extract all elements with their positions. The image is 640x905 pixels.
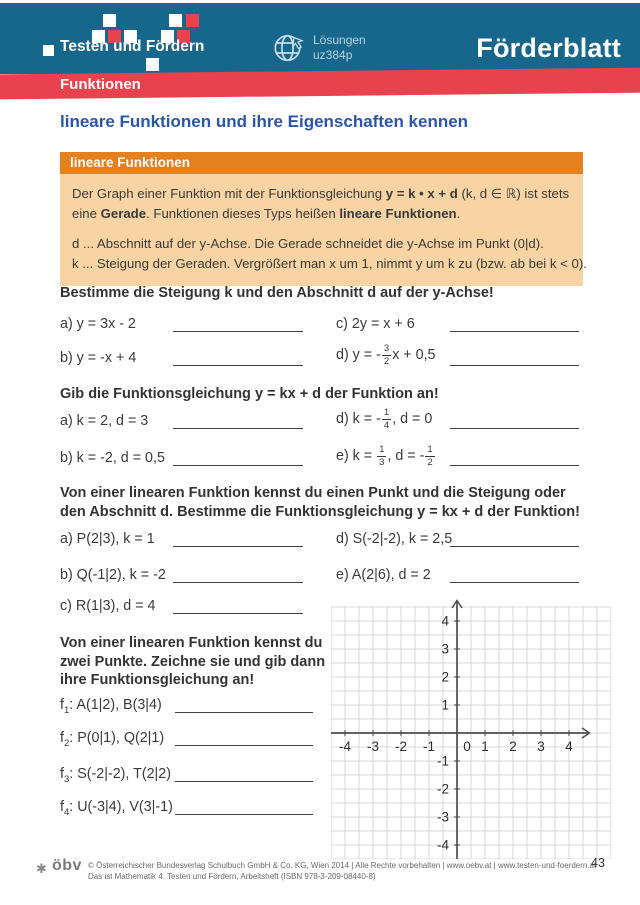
logo-square	[146, 58, 159, 71]
svg-text:3: 3	[537, 739, 545, 754]
ex2-item-b: b) k = -2, d = 0,5	[60, 450, 165, 466]
ex1-answer-blank-a	[173, 331, 303, 332]
logo-square	[43, 45, 54, 56]
svg-text:3: 3	[441, 641, 449, 657]
info-line-k: k ... Steigung der Geraden. Vergrößert man x um 1, nimmt y um k zu (bzw. ab bei k < 0).	[72, 256, 587, 272]
ex1-answer-blank-d	[450, 365, 579, 366]
ex4-answer-blank-f4	[175, 814, 313, 815]
ex3-item-a: a) P(2|3), k = 1	[60, 531, 155, 547]
ex3-item-d: d) S(-2|-2), k = 2,5	[336, 531, 453, 547]
svg-text:4: 4	[441, 613, 449, 629]
svg-text:1: 1	[441, 697, 449, 713]
ex4-item-f1: $f_1$: A(1|2), B(3|4)	[60, 697, 162, 716]
ex4-answer-blank-f3	[175, 781, 313, 782]
chapter-label: Funktionen	[60, 76, 141, 93]
ex4-item-f3: $f_3$: S(-2|-2), T(2|2)	[60, 766, 171, 785]
copyright-line-1: © Österreichischer Bundesverlag Schulbuch GmbH & Co. KG, Wien 2014 | Alle Rechte vorbehalten | www.oebv.at | www.testen-und-foerdern.at	[88, 861, 597, 870]
ex1-title: Bestimme die Steigung k und den Abschnitt d auf der y-Achse!	[60, 285, 494, 301]
svg-text:2: 2	[509, 739, 517, 754]
solutions-code: uz384p	[313, 48, 353, 62]
ex1-item-b: b) y = -x + 4	[60, 350, 137, 366]
info-box-header: lineare Funktionen	[60, 152, 583, 174]
svg-text:-4: -4	[436, 837, 449, 853]
page-title: lineare Funktionen und ihre Eigenschaften kennen	[60, 112, 469, 131]
ex2-title: Gib die Funktionsgleichung y = kx + d der Funktion an!	[60, 386, 439, 402]
fraction: $\frac{1}{4}$	[383, 407, 390, 431]
svg-text:-2: -2	[436, 781, 449, 797]
ex3-answer-blank-b	[173, 582, 303, 583]
ex3-answer-blank-a	[173, 546, 303, 547]
page-number: 43	[591, 856, 605, 870]
brand-text: Testen und Fördern	[60, 38, 205, 55]
fraction: $\frac{1}{2}$	[427, 444, 433, 468]
ex4-item-f4: $f_4$: U(-3|4), V(3|-1)	[60, 799, 173, 818]
svg-text:-3: -3	[366, 739, 380, 754]
info-box	[60, 152, 587, 286]
svg-text:4: 4	[565, 739, 573, 754]
ex2-answer-blank-e	[450, 465, 579, 466]
solutions-label: Lösungen	[313, 33, 366, 47]
info-definition: Der Graph einer Funktion mit der Funktionsgleichung y = k • x + d (k, d ∈ ℝ) ist stets eine Gerade. Funktionen dieses Typs heißen lineare Funktionen.	[72, 186, 570, 222]
logo-square	[103, 14, 116, 27]
ex2-item-a: a) k = 2, d = 3	[60, 413, 149, 429]
ex2-item-e: e) k = $\frac{1}{3}$ , d = - $\frac{1}{2}$	[336, 444, 433, 468]
ex3-title: Von einer linearen Funktion kennst du einen Punkt und die Steigung oder den Abschnitt d. Bestimme die Funktionsgleichung y = kx + d der Funktion!	[60, 485, 580, 520]
sheet-title: Förderblatt	[476, 33, 621, 63]
copyright-line-2: Das ist Mathematik 4. Testen und Fördern, Arbeitsheft (ISBN 978-3-209-08440-8)	[88, 872, 376, 881]
ex1-item-a: a) y = 3x - 2	[60, 316, 136, 332]
ex3-answer-blank-e	[450, 582, 579, 583]
ex1-item-c: c) 2y = x + 6	[336, 316, 415, 332]
info-line-d: d ... Abschnitt auf der y-Achse. Die Gerade schneidet die y-Achse im Punkt (0|d).	[72, 235, 544, 251]
coordinate-grid-svg	[331, 597, 611, 859]
coordinate-grid	[331, 597, 611, 864]
ex3-answer-blank-d	[450, 546, 579, 547]
ex2-item-d: d) k = - $\frac{1}{4}$ , d = 0	[336, 407, 433, 431]
publisher-logo-icon: ✱	[36, 861, 47, 876]
ex1-item-d: d) y = - $\frac{3}{2}$ x + 0,5	[336, 343, 436, 367]
ex3-item-c: c) R(1|3), d = 4	[60, 598, 156, 614]
svg-text:-4: -4	[338, 739, 352, 754]
logo-square	[169, 14, 182, 27]
ex1-answer-blank-c	[450, 331, 579, 332]
fraction: $\frac{3}{2}$	[383, 343, 390, 367]
publisher-logo: öbv	[52, 857, 82, 874]
ex4-item-f2: $f_2$: P(0|1), Q(2|1)	[60, 730, 165, 749]
ex3-item-b: b) Q(-1|2), k = -2	[60, 567, 166, 583]
ex2-answer-blank-d	[450, 428, 579, 429]
ex1-answer-blank-b	[173, 365, 303, 366]
svg-text:1: 1	[481, 739, 489, 754]
ex3-item-e: e) A(2|6), d = 2	[336, 567, 431, 583]
info-box-body	[60, 174, 587, 286]
svg-text:-2: -2	[394, 739, 408, 754]
ex3-answer-blank-c	[173, 613, 303, 614]
logo-square	[186, 14, 199, 27]
svg-text:-3: -3	[436, 809, 449, 825]
ex2-answer-blank-a	[173, 428, 303, 429]
svg-text:-1: -1	[422, 739, 436, 754]
ex4-answer-blank-f1	[175, 712, 313, 713]
ex4-answer-blank-f2	[175, 745, 313, 746]
fraction: $\frac{1}{3}$	[379, 444, 385, 468]
svg-text:-1: -1	[436, 753, 449, 769]
globe-icon	[271, 30, 307, 66]
ex4-title: Von einer linearen Funktion kennst du zwei Punkte. Zeichne sie und gib dann ihre Funktionsgleichung an!	[60, 635, 326, 689]
svg-text:0: 0	[463, 739, 471, 754]
svg-text:2: 2	[441, 669, 449, 685]
ex2-answer-blank-b	[173, 465, 303, 466]
